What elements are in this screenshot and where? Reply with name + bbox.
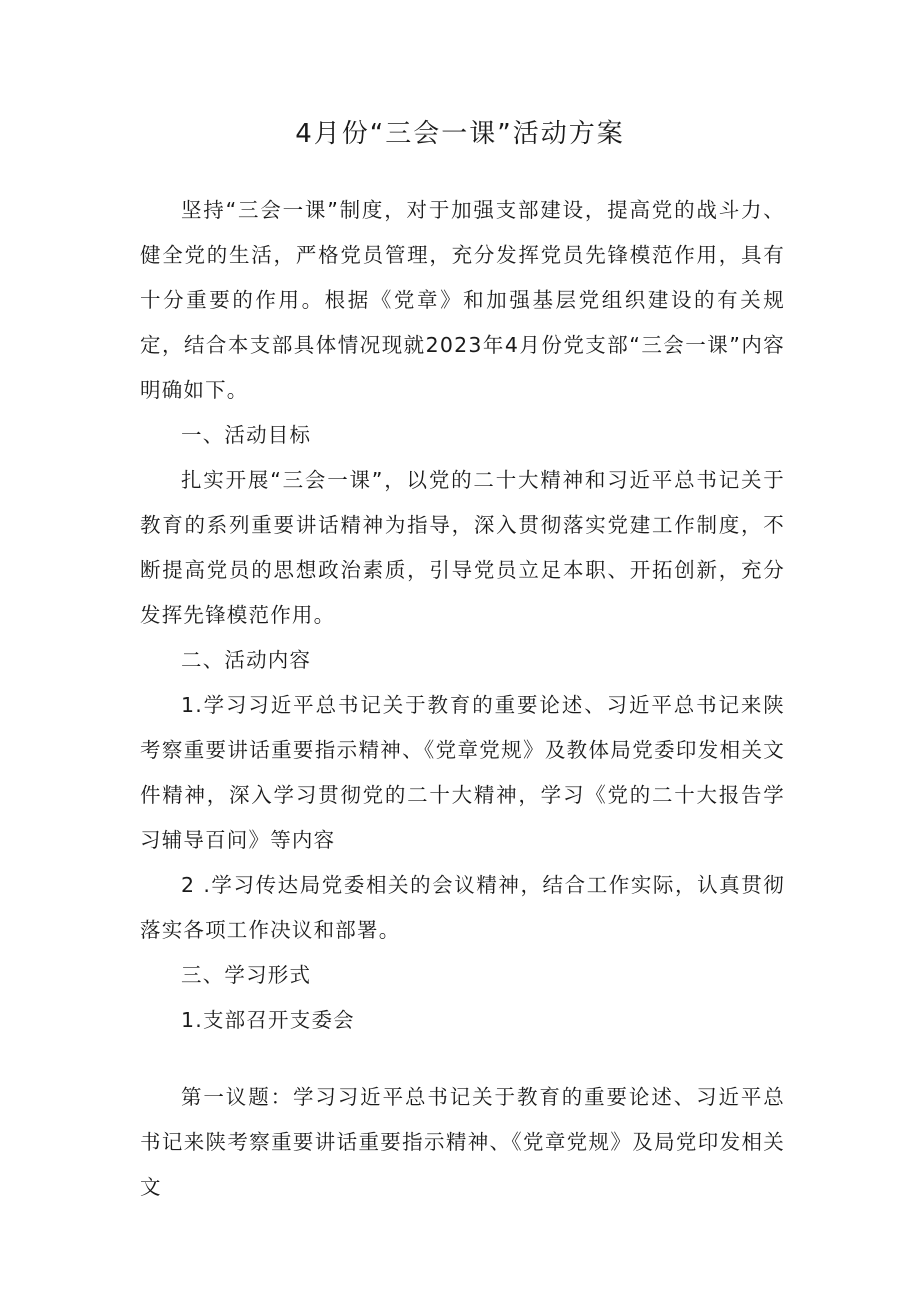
goals-paragraph: 扎实开展“三会一课”，以党的二十大精神和习近平总书记关于教育的系列重要讲话精神为指导，深入贯彻落实党建工作制度，不断提高党员的思想政治素质，引导党员立足本职、开拓创新，充分发挥先锋模范作用。 bbox=[140, 468, 785, 627]
section-heading-content: 二、活动内容 bbox=[181, 648, 312, 672]
document-body bbox=[140, 188, 785, 1210]
intro-paragraph: 坚持“三会一课”制度，对于加强支部建设，提高党的战斗力、健全党的生活，严格党员管理，充分发挥党员先锋模范作用，具有十分重要的作用。根据《党章》和加强基层党组织建设的有关规定，结合本支部具体情况现就2023年4月份党支部“三会一课”内容明确如下。 bbox=[140, 198, 785, 402]
section-heading-format: 三、学习形式 bbox=[181, 963, 312, 987]
content-item-2: 2 .学习传达局党委相关的会议精神，结合工作实际，认真贯彻落实各项工作决议和部署。 bbox=[140, 873, 785, 942]
content-item-1: 1.学习习近平总书记关于教育的重要论述、习近平总书记来陕考察重要讲话重要指示精神、《党章党规》及教体局党委印发相关文件精神，深入学习贯彻党的二十大精神，学习《党的二十大报告学习辅导百问》等内容 bbox=[140, 693, 785, 852]
document-title: 4月份“三会一课”活动方案 bbox=[295, 119, 625, 149]
section-heading-goals: 一、活动目标 bbox=[181, 423, 312, 447]
format-item-1: 1.支部召开支委会 bbox=[181, 1008, 355, 1032]
first-topic-paragraph: 第一议题：学习习近平总书记关于教育的重要论述、习近平总书记来陕考察重要讲话重要指示精神、《党章党规》及局党印发相关文 bbox=[140, 1085, 785, 1199]
spacer bbox=[140, 1043, 785, 1075]
